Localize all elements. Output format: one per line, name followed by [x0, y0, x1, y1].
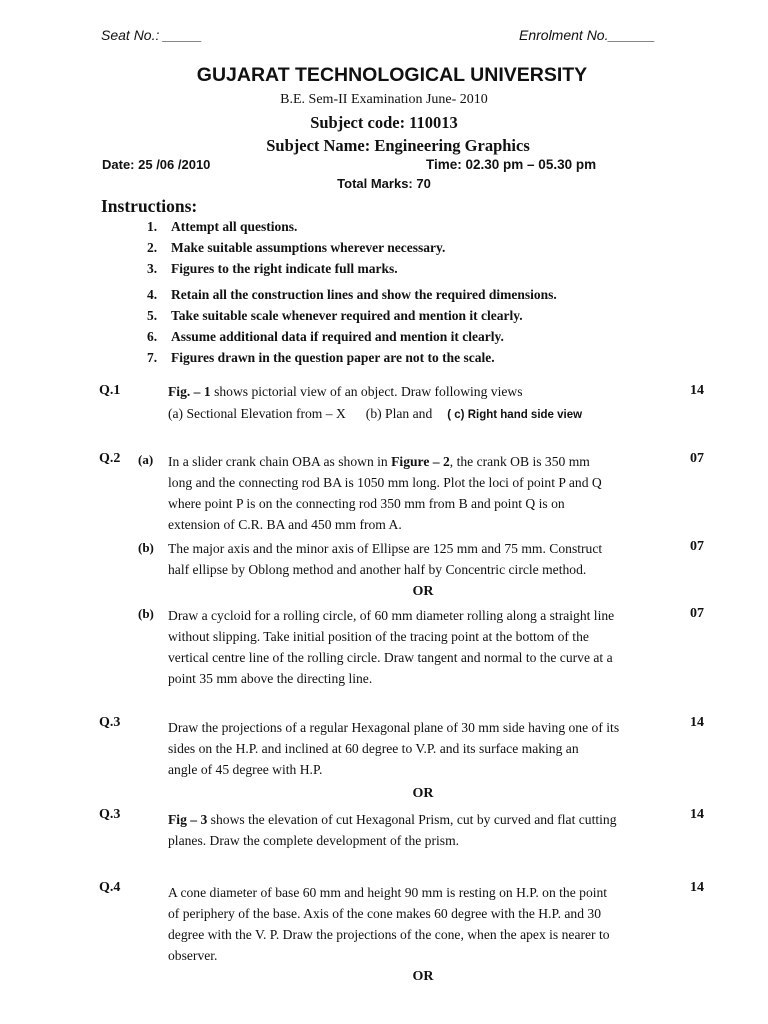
- instructions-title: Instructions:: [101, 196, 198, 216]
- instruction-item: 7. Figures drawn in the question paper are not to the scale.: [147, 350, 495, 365]
- question-label: Q.1: [99, 383, 121, 398]
- subject-code: Subject code: 110013: [310, 113, 458, 132]
- question-2b-text: The major axis and the minor axis of Ellipse are 125 mm and 75 mm. Construct half ellipse by Oblong method and another half by Concentric circle method.: [168, 541, 603, 577]
- seat-number: Seat No.: _____: [101, 27, 203, 43]
- question-4-text: A cone diameter of base 60 mm and height 90 mm is resting on H.P. on the point of periphery of the base. Axis of the cone makes 60 degree with the H.P. and 30 degree with the V. P. Draw the projections of the cone, when the apex is nearer to observer.: [168, 885, 610, 963]
- sub-question-label: (b): [138, 540, 154, 555]
- question-3-alt-text: Fig – 3 shows the elevation of cut Hexagonal Prism, cut by curved and flat cutting planes. Draw the complete development of the prism.: [168, 812, 617, 848]
- instruction-item: 2. Make suitable assumptions wherever necessary.: [147, 240, 446, 255]
- total-marks: Total Marks: 70: [337, 176, 431, 191]
- question-label: Q.2: [99, 451, 121, 466]
- enrolment-number: Enrolment No.______: [519, 27, 656, 43]
- question-label: Q.3: [99, 807, 121, 822]
- instructions-list-2: [147, 284, 557, 368]
- question-1-text: Fig. – 1 shows pictorial view of an object. Draw following views (a) Sectional Elevation from – X (b) Plan and ( c) Right hand side view: [168, 384, 583, 421]
- question-2b-alt-text: Draw a cycloid for a rolling circle, of 60 mm diameter rolling along a straight line without slipping. Take initial position of the tracing point at the bottom of the vertical centre line of the rolling circle. Draw tangent and normal to the curve at a point 35 mm above the directing line.: [168, 608, 615, 686]
- question-label: Q.4: [99, 880, 121, 895]
- or-separator: OR: [412, 584, 434, 599]
- instruction-item: 3. Figures to the right indicate full marks.: [147, 261, 398, 276]
- question-3-text: Draw the projections of a regular Hexagonal plane of 30 mm side having one of its sides on the H.P. and inclined at 60 degree to V.P. and its surface making an angle of 45 degree with H.P.: [168, 720, 620, 777]
- question-marks: 07: [690, 539, 704, 554]
- question-marks: 14: [690, 880, 704, 895]
- question-marks: 14: [690, 383, 704, 398]
- university-title: GUJARAT TECHNOLOGICAL UNIVERSITY: [196, 64, 588, 86]
- or-separator: OR: [412, 786, 434, 801]
- exam-time: Time: 02.30 pm – 05.30 pm: [426, 157, 597, 172]
- instruction-item: 5. Take suitable scale whenever required and mention it clearly.: [147, 308, 523, 323]
- subject-name: Subject Name: Engineering Graphics: [266, 136, 530, 155]
- instruction-item: 1. Attempt all questions.: [147, 219, 298, 234]
- question-marks: 14: [690, 715, 704, 730]
- question-marks: 07: [690, 606, 704, 621]
- question-marks: 14: [690, 807, 704, 822]
- sub-question-label: (b): [138, 606, 154, 621]
- question-marks: 07: [690, 451, 704, 466]
- or-separator: OR: [412, 969, 434, 984]
- exam-title: B.E. Sem-II Examination June- 2010: [280, 92, 488, 107]
- question-label: Q.3: [99, 715, 121, 730]
- question-2a-text: In a slider crank chain OBA as shown in Figure – 2, the crank OB is 350 mm long and the connecting rod BA is 1050 mm long. Plot the loci of point P and Q where point P is on the connecting rod 350 mm from B and point Q is on extension of C.R. BA and 450 mm from A.: [168, 454, 602, 532]
- instructions-list-1: [147, 216, 445, 279]
- instruction-item: 4. Retain all the construction lines and show the required dimensions.: [147, 287, 557, 302]
- sub-question-label: (a): [138, 452, 154, 467]
- instruction-item: 6. Assume additional data if required and mention it clearly.: [147, 329, 504, 344]
- exam-date: Date: 25 /06 /2010: [102, 157, 211, 172]
